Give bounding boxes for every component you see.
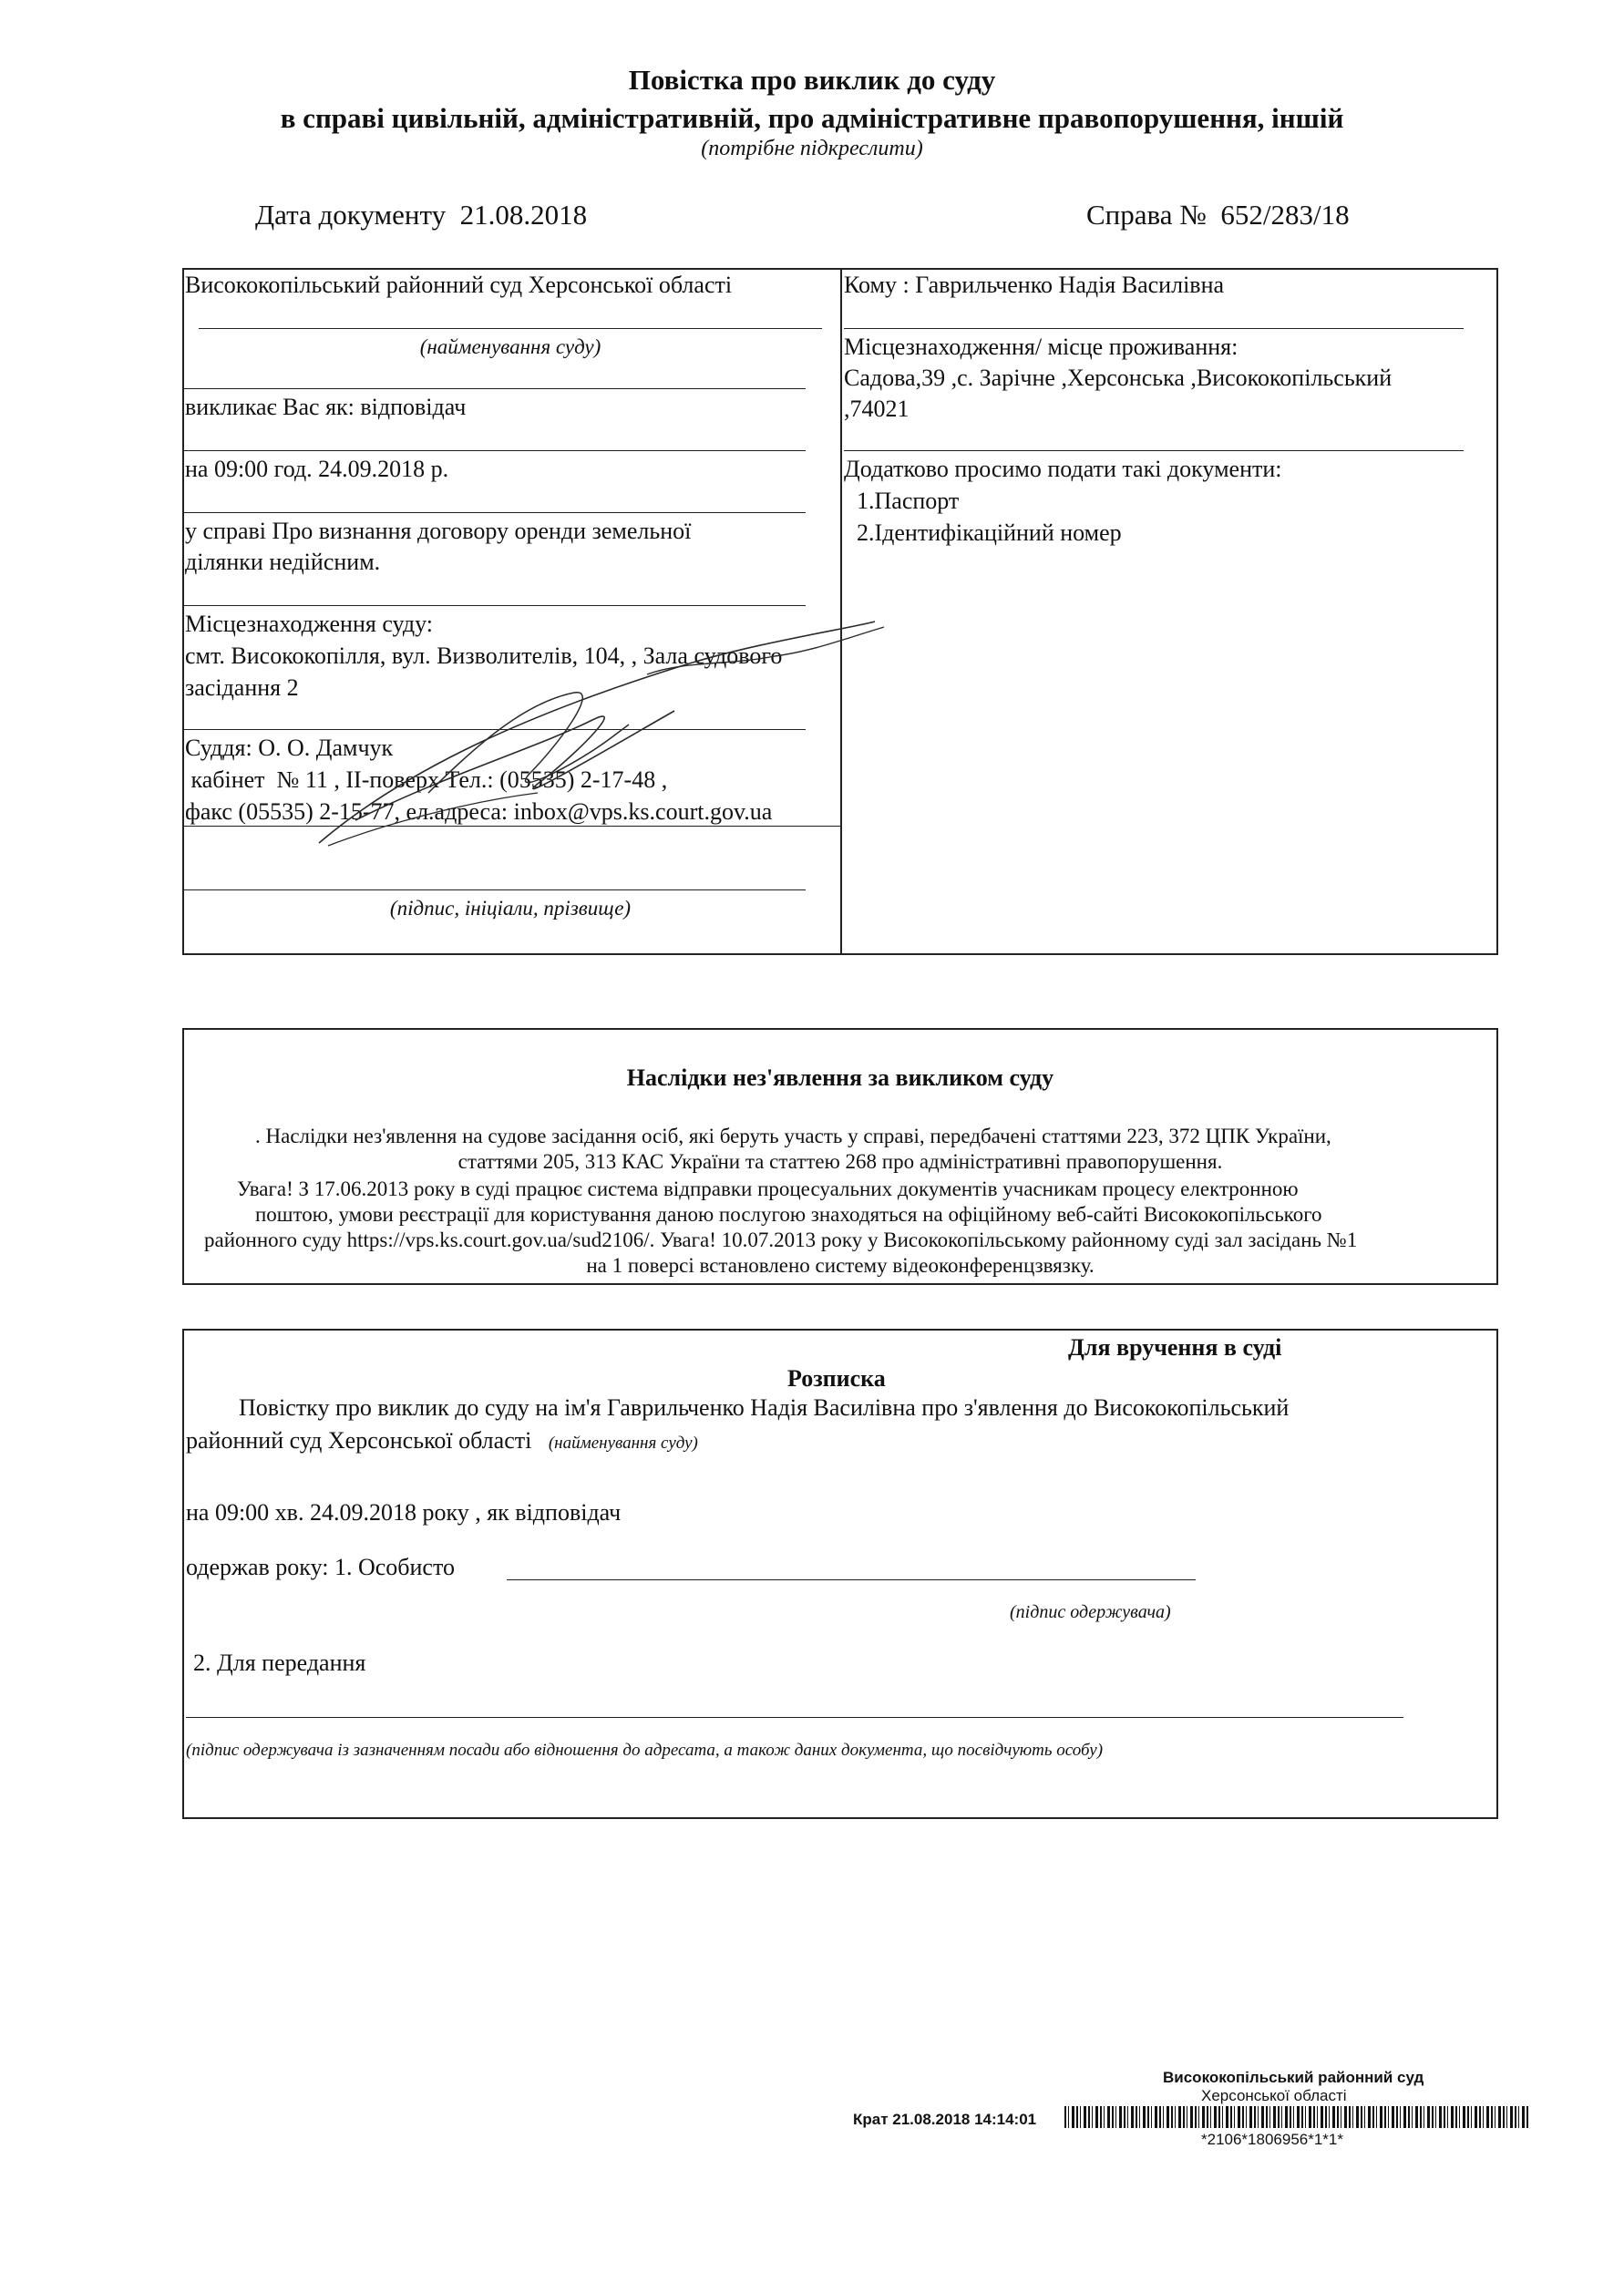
judge-name: Суддя: О. О. Дамчук — [185, 735, 394, 761]
address-label: Місцезнаходження/ місце проживання: — [844, 334, 1239, 360]
receipt-sign-caption: (підпис одержувача) — [1010, 1602, 1171, 1622]
rule — [844, 450, 1464, 451]
consequences-line: поштою, умови реєстрації для користування даною послугою знаходяться на офіційному веб-сайті Висококопільського — [255, 1203, 1322, 1226]
location-line1: смт. Висококопілля, вул. Визволителів, 104, , Зала судового — [185, 643, 783, 669]
documents-label: Додатково просимо подати такі документи: — [844, 456, 1282, 482]
receipt-received: одержав року: 1. Особисто — [186, 1554, 455, 1580]
signature-line — [507, 1579, 1196, 1580]
receipt-transfer: 2. Для передання — [193, 1650, 366, 1676]
address-line2: ,74021 — [844, 396, 910, 422]
sign-caption: (підпис, ініціали, прізвище) — [389, 897, 632, 920]
document-date: Дата документу 21.08.2018 — [255, 199, 588, 231]
rule — [182, 388, 806, 389]
document-subtitle: в справі цивільній, адміністративній, про адміністративне правопорушення, іншій — [280, 102, 1344, 134]
document-item: 2.Ідентифікаційний номер — [857, 519, 1122, 546]
stamp-date: Крат 21.08.2018 14:14:01 — [853, 2111, 1037, 2128]
case-number: Справа № 652/283/18 — [1086, 199, 1350, 231]
summoned-as: викликає Вас як: відповідач — [185, 394, 467, 420]
address-line1: Садова,39 ,с. Зарічне ,Херсонська ,Висококопільський — [844, 365, 1393, 391]
rule — [844, 328, 1464, 329]
for-court-label: Для вручення в суді — [1068, 1334, 1282, 1361]
court-name: Висококопільський районний суд Херсонської області — [185, 272, 733, 298]
case-subject-line2: ділянки недійсним. — [185, 549, 381, 575]
receipt-time: на 09:00 хв. 24.09.2018 року , як відповідач — [186, 1499, 622, 1526]
receipt-line1: Повістку про виклик до суду на ім'я Гаврильченко Надія Василівна про з'явлення до Висококопільський — [239, 1394, 1290, 1421]
stamp-court-line1: Висококопільський районний суд — [1163, 2069, 1424, 2086]
rule — [182, 512, 806, 513]
consequences-line: на 1 поверсі встановлено систему відеоконференцзвязку. — [586, 1254, 1095, 1277]
stamp-court-line2: Херсонської області — [1201, 2087, 1347, 2104]
consequences-line: . Наслідки нез'явлення на судове засідання осіб, які беруть участь у справі, передбачені статтями 223, 372 ЦПК України, — [255, 1125, 1331, 1147]
court-caption: (найменування суду) — [419, 335, 601, 358]
judge-office: кабінет № 11 , II-поверх Тел.: (05535) 2-17-48 , — [185, 766, 668, 793]
receipt-title: Розписка — [787, 1365, 886, 1392]
receipt-bottom-caption: (підпис одержувача із зазначенням посади або відношення до адресата, а також даних документа, що посвідчують особу) — [186, 1741, 1104, 1760]
document-title: Повістка про виклик до суду — [628, 64, 996, 96]
consequences-line: Увага! З 17.06.2013 року в суді працює система відправки процесуальних документів учасникам процесу електронною — [237, 1177, 1299, 1200]
receipt-court-caption: (найменування суду) — [548, 1434, 698, 1453]
barcode — [1064, 2106, 1529, 2128]
location-line2: засідання 2 — [185, 674, 299, 701]
hearing-time: на 09:00 год. 24.09.2018 р. — [185, 456, 449, 482]
receipt-line2: районний суд Херсонської області (найменування суду) — [186, 1427, 698, 1454]
consequences-line: районного суду https://vps.ks.court.gov.ua/sud2106/. Увага! 10.07.2013 року у Висококопільському районному суді зал засідань №1 — [204, 1229, 1358, 1251]
rule — [182, 605, 806, 606]
subtitle-note: (потрібне підкреслити) — [701, 137, 923, 160]
rule — [182, 889, 806, 890]
consequences-line: статтями 205, 313 КАС України та статтею 268 про адміністративні правопорушення. — [457, 1150, 1223, 1173]
document-item: 1.Паспорт — [857, 488, 960, 514]
judge-fax-email: факс (05535) 2-15-77, ел.адреса: inbox@vps.ks.court.gov.ua — [185, 798, 773, 825]
signature-line — [186, 1717, 1403, 1718]
rule — [182, 450, 806, 451]
judge-signature — [301, 611, 902, 866]
stamp-code: *2106*1806956*1*1* — [1201, 2131, 1343, 2148]
recipient: Кому : Гаврильченко Надія Василівна — [844, 272, 1225, 298]
consequences-title: Наслідки нез'явлення за викликом суду — [626, 1064, 1054, 1091]
location-label: Місцезнаходження суду: — [185, 611, 433, 637]
case-subject-line1: у справі Про визнання договору оренди земельної — [185, 518, 692, 544]
rule — [199, 328, 822, 329]
